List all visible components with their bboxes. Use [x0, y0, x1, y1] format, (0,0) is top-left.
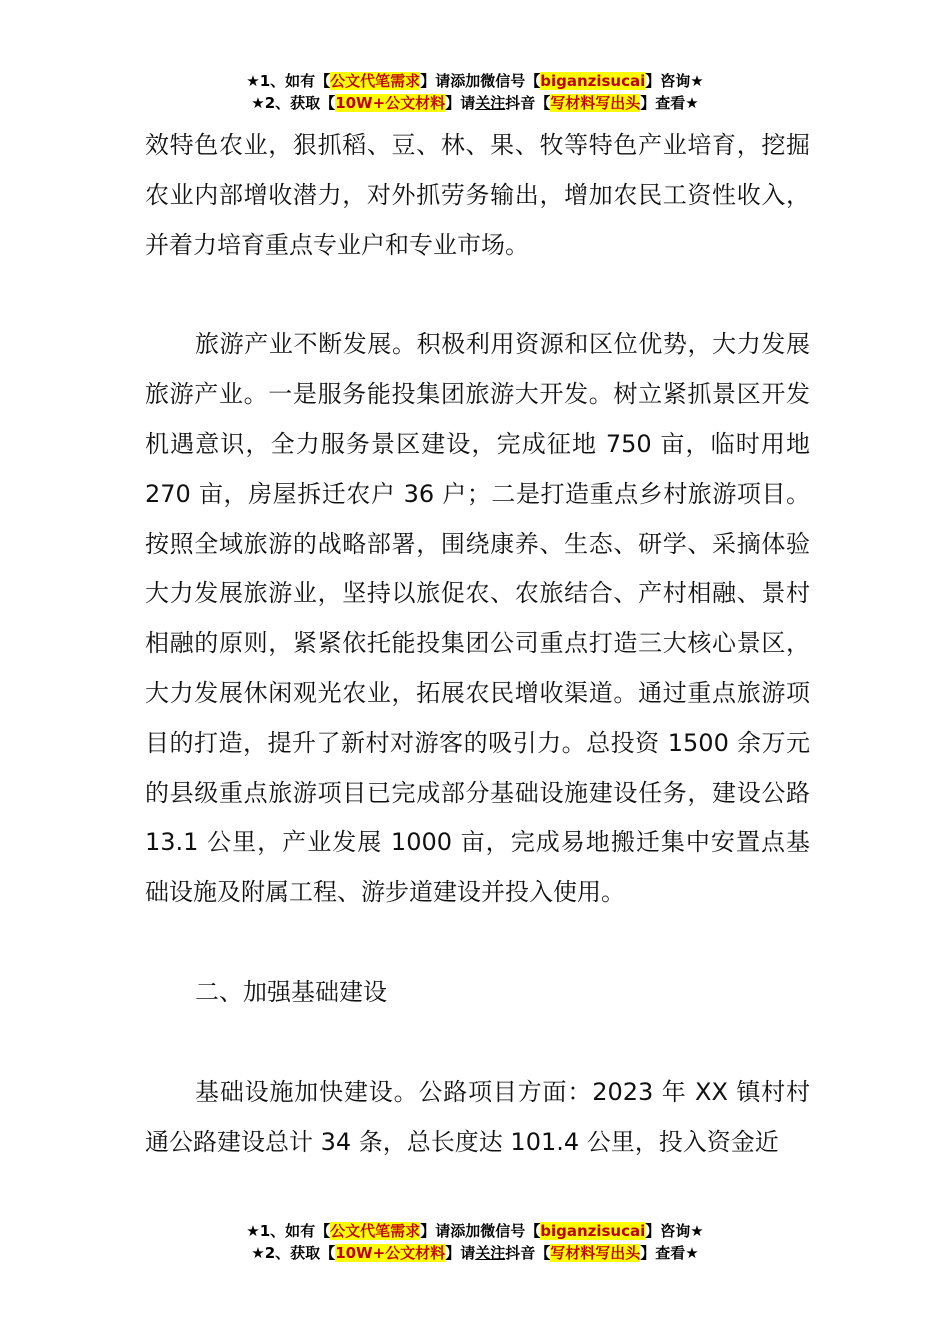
paragraph-gap: [145, 270, 810, 320]
header-banner-line-1: ★1、如有【公文代笔需求】请添加微信号【biganzisucai】咨询★: [246, 72, 704, 90]
header-banner-line-2: ★2、获取【10W+公文材料】请关注抖音【写材料写出头】查看★: [251, 94, 699, 112]
service-highlight: 公文代笔需求: [330, 1222, 421, 1240]
follow-underlined: 关注: [475, 1244, 506, 1262]
footer-banner: [0, 1220, 950, 1264]
paragraph-tourism: 旅游产业不断发展。积极利用资源和区位优势，大力发展旅游产业。一是服务能投集团旅游大开发。树立紧抓景区开发机遇意识，全力服务景区建设，完成征地 750 亩，临时用地 270 亩，房屋拆迁农户 36 户；二是打造重点乡村旅游项目。按照全域旅游的战略部署，围绕康养、生态、研学、采摘体验大力发展旅游业，坚持以旅促农、农旅结合、产村相融、景村相融的原则，紧紧依托能投集团公司重点打造三大核心景区，大力发展休闲观光农业，拓展农民增收渠道。通过重点旅游项目的打造，提升了新村对游客的吸引力。总投资 1500 余万元的县级重点旅游项目已完成部分基础设施建设任务，建设公路 13.1 公里，产业发展 1000 亩，完成易地搬迁集中安置点基础设施及附属工程、游步道建设并投入使用。: [145, 330, 810, 907]
document-body: [145, 121, 810, 1167]
douyin-account-highlight: 写材料写出头: [550, 94, 641, 112]
service-highlight: 公文代笔需求: [330, 72, 421, 90]
materials-highlight: 10W+公文材料: [335, 94, 446, 112]
douyin-account-highlight: 写材料写出头: [550, 1244, 641, 1262]
footer-banner-line-1: ★1、如有【公文代笔需求】请添加微信号【biganzisucai】咨询★: [246, 1222, 704, 1240]
paragraph-gap: [145, 1018, 810, 1068]
paragraph-continued: 效特色农业，狠抓稻、豆、林、果、牧等特色产业培育，挖掘农业内部增收潜力，对外抓劳务输出，增加农民工资性收入，并着力培育重点专业户和专业市场。: [145, 131, 810, 259]
paragraph-gap: [145, 918, 810, 968]
wechat-id-highlight: biganzisucai: [540, 72, 646, 90]
footer-banner-line-2: ★2、获取【10W+公文材料】请关注抖音【写材料写出头】查看★: [251, 1244, 699, 1262]
header-banner: [0, 70, 950, 114]
wechat-id-highlight: biganzisucai: [540, 1222, 646, 1240]
paragraph-infrastructure: 基础设施加快建设。公路项目方面：2023 年 XX 镇村村通公路建设总计 34 条，总长度达 101.4 公里，投入资金近: [145, 1077, 810, 1156]
section-heading: 二、加强基础建设: [195, 977, 387, 1006]
materials-highlight: 10W+公文材料: [335, 1244, 446, 1262]
follow-underlined: 关注: [475, 94, 506, 112]
